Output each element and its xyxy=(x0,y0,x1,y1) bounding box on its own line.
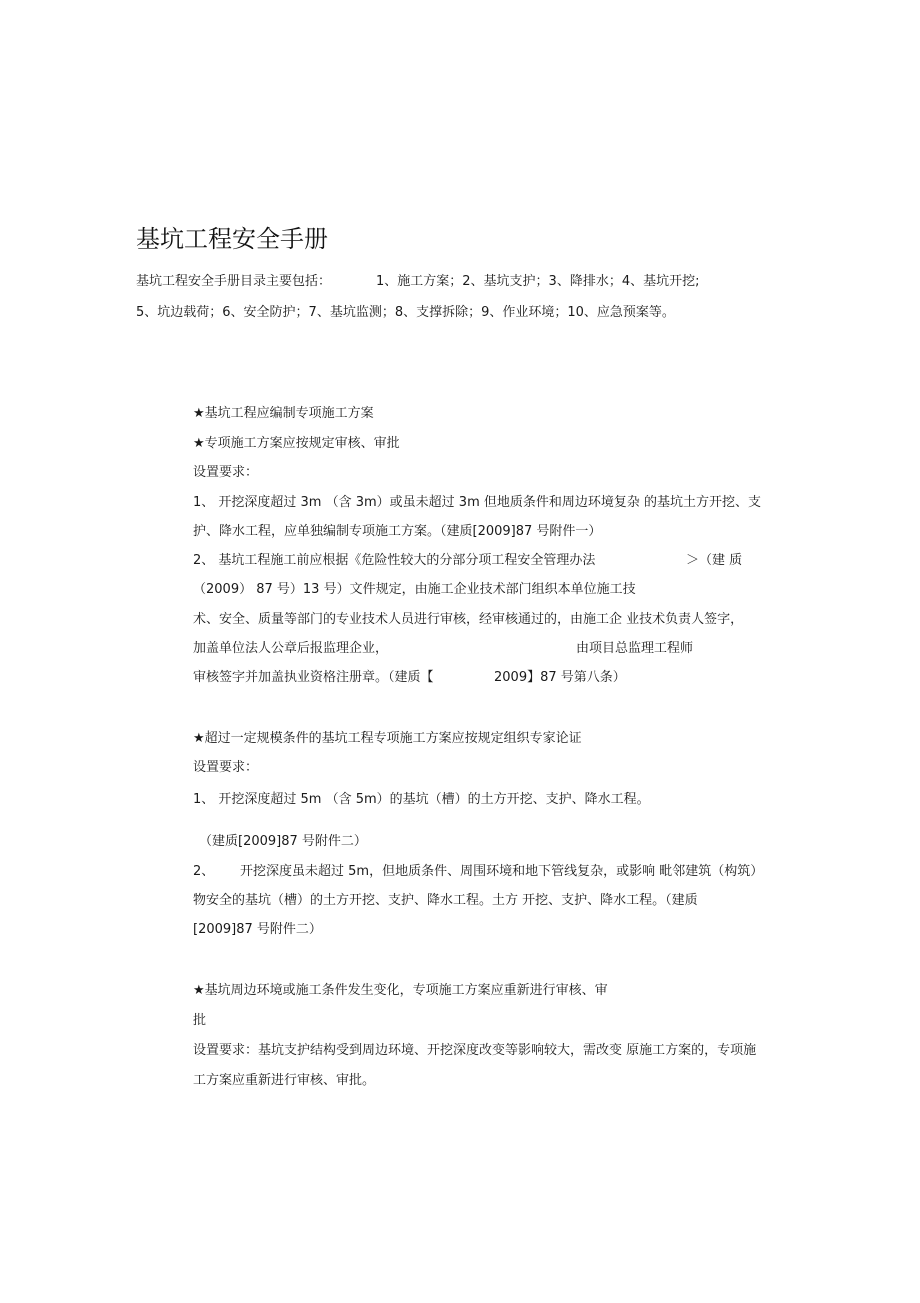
page-title: 基坑工程安全手册 xyxy=(136,225,328,253)
section3-req-line-2: 工方案应重新进行审核、审批。 xyxy=(193,1073,376,1088)
section1-req1-line-2: 护、降水工程，应单独编制专项施工方案。（建质[2009]87 号附件一） xyxy=(193,524,602,539)
section1-req2-line-1-end: ＞（建 质 xyxy=(686,553,743,568)
section2-heading: ★超过一定规模条件的基坑工程专项施工方案应按规定组织专家论证 xyxy=(193,731,582,746)
section1-req2-line-3: 术、安全、质量等部门的专业技术人员进行审核，经审核通过的，由施工企 业技术负责人签字， xyxy=(193,612,744,627)
intro-label: 基坑工程安全手册目录主要包括： xyxy=(136,274,332,289)
section2-req1-reference: （建质[2009]87 号附件二） xyxy=(199,834,367,849)
section2-req2-line-3: [2009]87 号附件二） xyxy=(193,922,322,937)
section1-req2-line-4: 加盖单位法人公章后报监理企业， xyxy=(193,641,389,656)
section2-req2-line-2: 物安全的基坑（槽）的土方开挖、支护、降水工程。土方 开挖、支护、降水工程。（建质 xyxy=(193,893,698,908)
section1-req2-line-2: （2009） 87 号）13 号）文件规定，由施工企业技术部门组织本单位施工技 xyxy=(193,582,636,597)
intro-items-line-2: 5、坑边载荷；6、安全防护；7、基坑监测；8、支撑拆除；9、作业环境；10、应急预案等。 xyxy=(136,305,675,320)
section1-req2-line-5: 审核签字并加盖执业资格注册章。（建质【 xyxy=(193,670,434,685)
section2-req1: 1、 开挖深度超过 5m （含 5m）的基坑（槽）的土方开挖、支护、降水工程。 xyxy=(193,792,650,807)
section2-req-label: 设置要求： xyxy=(193,760,259,775)
section2-req2-number: 2、 xyxy=(193,864,215,879)
section1-req2-line-4-end: 由项目总监理工程师 xyxy=(576,641,694,656)
section2-req2-line-1: 开挖深度虽未超过 5m，但地质条件、周围环境和地下管线复杂，或影响 毗邻建筑（构筑） xyxy=(240,864,764,879)
section1-req1-line-1: 1、 开挖深度超过 3m （含 3m）或虽未超过 3m 但地质条件和周边环境复杂 的基坑土方开挖、支 xyxy=(193,495,762,510)
section3-heading-line-1: ★基坑周边环境或施工条件发生变化，专项施工方案应重新进行审核、审 xyxy=(193,983,608,998)
section1-heading-2: ★专项施工方案应按规定审核、审批 xyxy=(193,436,400,451)
intro-items-line-1: 1、施工方案；2、基坑支护；3、降排水；4、基坑开挖; xyxy=(376,274,700,289)
section1-req2-line-1: 2、 基坑工程施工前应根据《危险性较大的分部分项工程安全管理办法 xyxy=(193,553,596,568)
section3-heading-line-2: 批 xyxy=(193,1013,207,1028)
section1-req-label: 设置要求： xyxy=(193,465,259,480)
section1-heading-1: ★基坑工程应编制专项施工方案 xyxy=(193,406,374,421)
section1-req2-line-5-end: 2009】87 号第八条） xyxy=(494,670,626,685)
section3-req-line-1: 设置要求：基坑支护结构受到周边环境、开挖深度改变等影响较大，需改变 原施工方案的，专项施 xyxy=(193,1043,757,1058)
